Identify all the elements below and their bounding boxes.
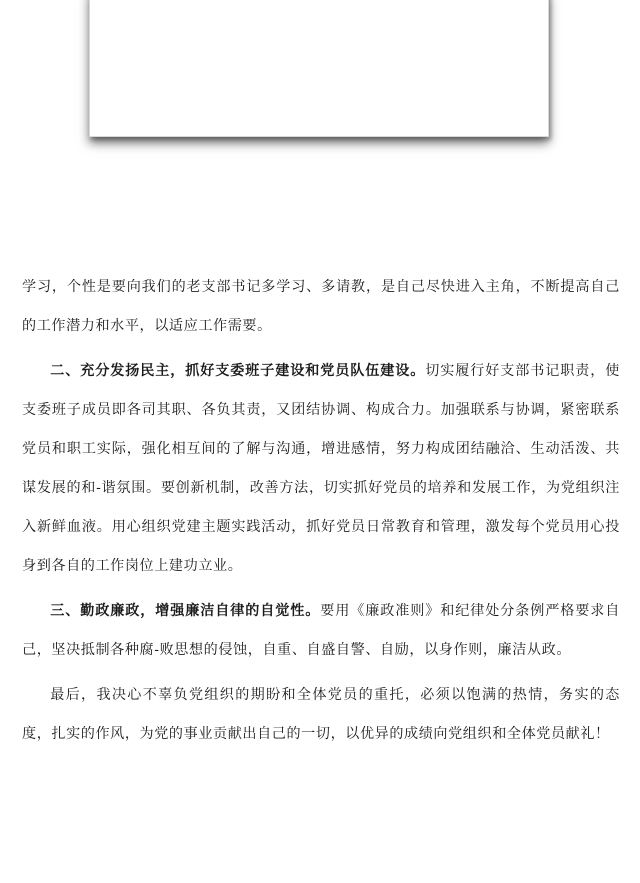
section-heading: 三、勤政廉政，增强廉洁自律的自觉性。 <box>50 603 321 619</box>
paragraph-2 <box>22 352 620 586</box>
paragraph-1 <box>22 268 620 346</box>
previous-page-card <box>89 0 549 137</box>
paragraph-4 <box>22 676 620 754</box>
document-body <box>22 268 620 754</box>
section-heading: 二、充分发扬民主，抓好支委班子建设和党员队伍建设。 <box>50 363 426 379</box>
paragraph-text: 切实履行好支部书记职责，使支委班子成员即各司其职、各负其责，又团结协调、构成合力。加强联系与协调，紧密联系党员和职工实际，强化相互间的了解与沟通，增进感情，努力构成团结融洽、生动活泼、共谋发展的和-谐氛围。要创新机制，改善方法，切实抓好党员的培养和发展工作，为党组织注入新鲜血液。用心组织党建主题实践活动，抓好党员日常教育和管理，激发每个党员用心投身到各自的工作岗位上建功立业。 <box>22 363 620 574</box>
paragraph-text: 要用《廉政准则》和纪律处分条例严格要求自己，坚决抵制各种腐-败思想的侵蚀，自重、自盛自警、自励，以身作则，廉洁从政。 <box>22 603 620 658</box>
paragraph-text: 学习，个性是要向我们的老支部书记多学习、多请教，是自己尽快进入主角，不断提高自己的工作潜力和水平，以适应工作需要。 <box>22 279 620 334</box>
paragraph-text: 最后，我决心不辜负党组织的期盼和全体党员的重托，必须以饱满的热情，务实的态度，扎实的作风，为党的事业贡献出自己的一切，以优异的成绩向党组织和全体党员献礼！ <box>22 687 620 742</box>
paragraph-3 <box>22 592 620 670</box>
